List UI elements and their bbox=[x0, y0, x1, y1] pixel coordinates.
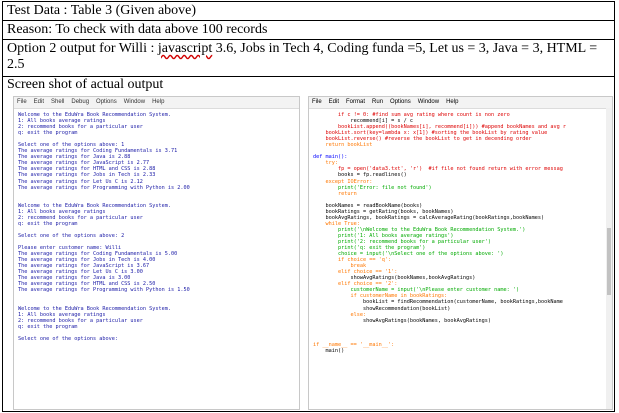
shell-line: The average ratings for Programming with Python is 1.50 bbox=[18, 287, 190, 294]
code-line: bookNames = readBookName(books) bbox=[313, 202, 423, 209]
shell-line: Welcome to the EduWra Book Recommendation System. bbox=[18, 305, 172, 312]
option-prefix-text: Option 2 output for Willi : bbox=[7, 41, 158, 56]
shell-line: The average ratings for Jobs in Tech is 2.33 bbox=[18, 172, 156, 179]
shell-line: The average ratings for HTML and CSS is 2.50 bbox=[18, 281, 156, 288]
shell-line: q: exit the program bbox=[18, 130, 78, 137]
shell-line: The average ratings for Let Us C is 2.12 bbox=[18, 178, 143, 185]
shell-line: q: exit the program bbox=[18, 323, 78, 330]
code-line: return bookList bbox=[313, 142, 373, 149]
code-line: else: bbox=[313, 311, 367, 318]
editor-menu-edit[interactable]: Edit bbox=[328, 99, 340, 105]
shell-line: 2: recommend books for a particular user bbox=[18, 214, 143, 221]
shell-menu-window[interactable]: Window bbox=[123, 99, 146, 105]
shell-line: Select one of the options above: 1 bbox=[18, 142, 125, 149]
misspelled-word: javascript bbox=[157, 41, 213, 56]
code-line: print('1: All books average ratings') bbox=[313, 232, 454, 239]
code-line: if customerName in bookRatings: bbox=[313, 293, 448, 300]
scrollbar-thumb[interactable] bbox=[607, 228, 611, 294]
shell-line: Select one of the options above: bbox=[18, 335, 118, 342]
shell-line: Please enter customer name: Willi bbox=[18, 245, 122, 252]
code-line: if __name__ == '__main__': bbox=[313, 341, 395, 348]
python-shell-window bbox=[13, 96, 300, 410]
shell-line: The average ratings for JavaScript is 3.67 bbox=[18, 263, 150, 270]
editor-menubar bbox=[309, 97, 612, 109]
code-line: bookList = findRecommendation(customerName, bookRatings,bookName bbox=[313, 299, 563, 306]
code-line: print('\nWelcome to the EduWra Book Recommendation System.') bbox=[313, 226, 526, 233]
code-line: showRecommendation(bookList) bbox=[313, 305, 451, 312]
shell-line: The average ratings for HTML and CSS is 2.88 bbox=[18, 166, 156, 173]
code-line: print('q: exit the program') bbox=[313, 245, 426, 252]
code-line: elif choice == '1': bbox=[313, 269, 398, 276]
code-line: showAvgRatings(bookNames, bookAvgRatings) bbox=[313, 317, 492, 324]
code-line: main() bbox=[313, 347, 345, 354]
shell-line: 1: All books average ratings bbox=[18, 208, 106, 215]
code-line: try: bbox=[313, 160, 338, 167]
code-line: print('Error: file not found') bbox=[313, 184, 432, 191]
option-output-row bbox=[3, 40, 614, 77]
shell-line: The average ratings for Java is 3.00 bbox=[18, 275, 131, 282]
shell-line: Welcome to the EduWra Book Recommendation System. bbox=[18, 202, 172, 209]
editor-code bbox=[309, 109, 612, 354]
test-data-row bbox=[3, 2, 614, 21]
code-line: return bbox=[313, 190, 357, 197]
shell-line: 1: All books average ratings bbox=[18, 118, 106, 125]
editor-menu-run[interactable]: Run bbox=[372, 99, 384, 105]
shell-menu-options[interactable]: Options bbox=[96, 99, 117, 105]
shell-line: The average ratings for Jobs in Tech is 4.00 bbox=[18, 257, 156, 264]
code-line: bookList.append((bookNames[i], recommend[i])) #append bookNames and avg r bbox=[313, 124, 566, 131]
shell-menu-debug[interactable]: Debug bbox=[71, 99, 90, 105]
code-line: bookAvgRatings, bookRatings = calcAverageRating(bookRatings,bookNames) bbox=[313, 214, 545, 221]
code-line: customerName = input('\nPlease enter customer name: ') bbox=[313, 287, 520, 294]
code-line: bookList.reverse() #reverse the bookList to get in decending order bbox=[313, 136, 532, 143]
reason-row bbox=[3, 21, 614, 40]
editor-menu-format[interactable]: Format bbox=[346, 99, 366, 105]
code-line: while True: bbox=[313, 220, 360, 227]
code-line: def main(): bbox=[313, 154, 348, 161]
code-line: books = fp.readlines() bbox=[313, 172, 407, 179]
editor-menu-options[interactable]: Options bbox=[390, 99, 411, 105]
code-line: bookList.sort(key=lambda x: x[1]) #sorting the bookList by rating value bbox=[313, 130, 548, 137]
code-line: bookRatings = getRating(books, bookNames) bbox=[313, 208, 454, 215]
shell-line: The average ratings for Let Us C is 3.00 bbox=[18, 269, 143, 276]
shell-line: The average ratings for JavaScript is 2.77 bbox=[18, 160, 150, 167]
shell-line: The average ratings for Programming with Python is 2.00 bbox=[18, 184, 190, 191]
editor-menu-help[interactable]: Help bbox=[446, 99, 459, 105]
code-line: except IOError: bbox=[313, 178, 373, 185]
editor-menu-file[interactable]: File bbox=[312, 99, 322, 105]
code-line: showAvgRatings(bookNames,bookAvgRatings) bbox=[313, 275, 476, 282]
shell-line: 2: recommend books for a particular user bbox=[18, 124, 143, 131]
code-line: recommend[i] = s / c bbox=[313, 118, 413, 125]
reason-text: Reason: To check with data above 100 records bbox=[7, 22, 268, 37]
test-case-table bbox=[2, 1, 615, 412]
shell-line: 2: recommend books for a particular user bbox=[18, 317, 143, 324]
shell-menu-shell[interactable]: Shell bbox=[51, 99, 65, 105]
test-data-text: Test Data : Table 3 (Given above) bbox=[7, 3, 197, 18]
shell-line: Welcome to the EduWra Book Recommendation System. bbox=[18, 112, 172, 118]
editor-window bbox=[308, 96, 613, 410]
shell-menu-file[interactable]: File bbox=[17, 99, 27, 105]
shell-output bbox=[14, 109, 299, 342]
code-line: print('2: recommend books for a particular user') bbox=[313, 238, 492, 245]
shell-line: 1: All books average ratings bbox=[18, 311, 106, 318]
actual-output-screenshot bbox=[13, 96, 613, 410]
code-line: break bbox=[313, 263, 367, 270]
shell-menubar bbox=[14, 97, 299, 109]
editor-menu-window[interactable]: Window bbox=[417, 99, 440, 105]
screenshot-label: Screen shot of actual output bbox=[7, 77, 164, 92]
shell-line: q: exit the program bbox=[18, 220, 78, 227]
code-line: elif choice == '2': bbox=[313, 281, 398, 288]
option-rest-text: 3.6, Jobs in Tech 4, Coding funda =5, Let us = 3, Java = 3, HTML = 2.5 bbox=[7, 41, 598, 72]
code-line: fp = open('data3.txt', 'r') #if file not found return with error messag bbox=[313, 166, 563, 173]
code-line: choice = input('\nSelect one of the options above: ') bbox=[313, 251, 504, 258]
screenshot-label-row bbox=[3, 77, 614, 95]
shell-menu-help[interactable]: Help bbox=[152, 99, 165, 105]
shell-line: The average ratings for Java is 2.88 bbox=[18, 154, 131, 161]
shell-line: The average ratings for Coding Fundamentals is 3.71 bbox=[18, 148, 178, 155]
shell-line: The average ratings for Coding Fundamentals is 5.00 bbox=[18, 251, 178, 258]
code-line: if c != 0: #find sum avg rating where count is non zero bbox=[313, 112, 510, 118]
shell-menu-edit[interactable]: Edit bbox=[33, 99, 45, 105]
code-line: if choice == 'q': bbox=[313, 257, 392, 264]
editor-scrollbar[interactable] bbox=[606, 108, 612, 409]
shell-line: Select one of the options above: 2 bbox=[18, 232, 125, 239]
